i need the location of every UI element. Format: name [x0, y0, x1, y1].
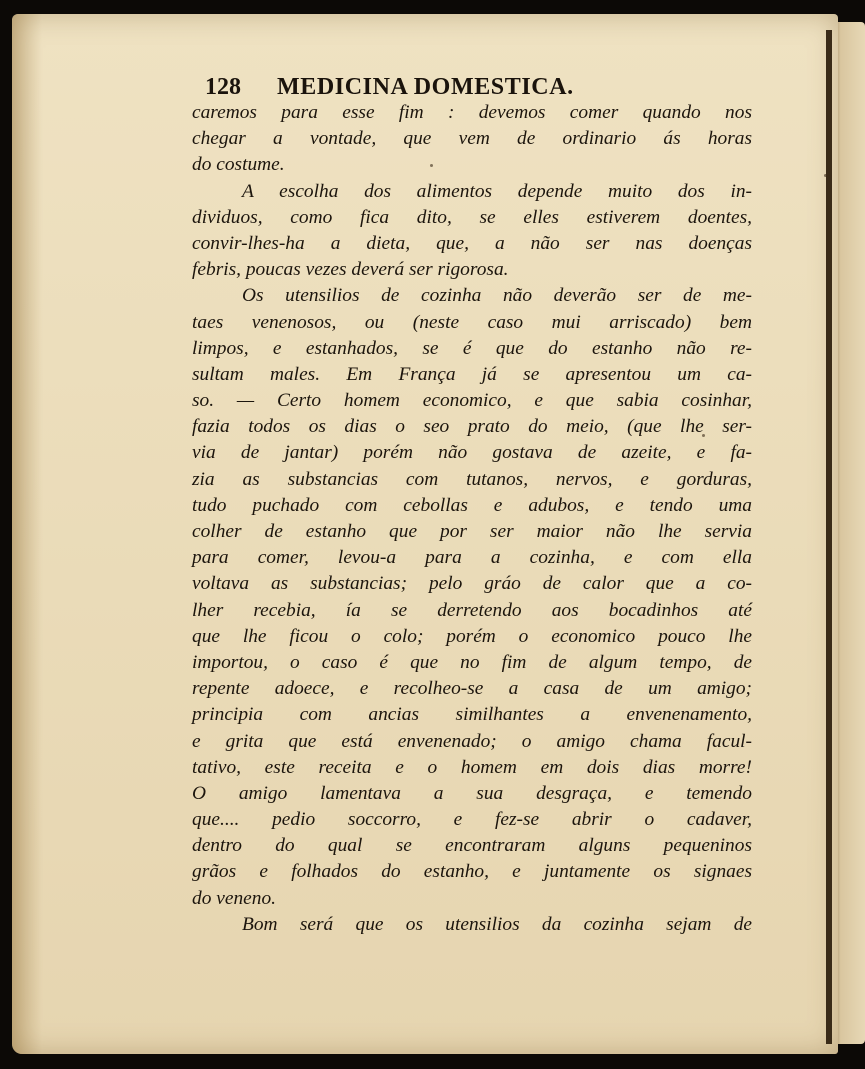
text-line: importou, o caso é que no fim de algum tempo, de — [192, 651, 752, 673]
text-line: para comer, levou-a para a cozinha, e com ella — [192, 547, 752, 569]
text-line: dividuos, como fica dito, se elles estiverem doentes, — [192, 206, 752, 228]
text-line: tudo puchado com cebollas e adubos, e tendo uma — [192, 494, 752, 516]
text-line: que lhe ficou o colo; porém o economico pouco lhe — [192, 625, 752, 647]
text-line: taes venenosos, ou (neste caso mui arriscado) bem — [192, 311, 752, 333]
text-line: via de jantar) porém não gostava de azeite, e fa- — [192, 442, 752, 464]
text-line: principia com ancias similhantes a envenenamento, — [192, 704, 752, 726]
text-line: voltava as substancias; pelo gráo de calor que a co- — [192, 573, 752, 595]
text-line: O amigo lamentava a sua desgraça, e temendo — [192, 782, 752, 804]
text-line: do costume. — [192, 154, 285, 176]
text-line: limpos, e estanhados, se é que do estanho não re- — [192, 337, 752, 359]
text-line: repente adoece, e recolheo-se a casa de um amigo; — [192, 678, 752, 700]
text-line: fazia todos os dias o seo prato do meio, (que lhe ser- — [192, 416, 752, 438]
text-line: tativo, este receita e o homem em dois dias morre! — [192, 756, 752, 778]
text-line: grãos e folhados do estanho, e juntamente os signaes — [192, 861, 752, 883]
text-line: zia as substancias com tutanos, nervos, e gorduras, — [192, 468, 752, 490]
text-line: febris, poucas vezes deverá ser rigorosa. — [192, 259, 509, 281]
running-title: MEDICINA DOMESTICA. — [277, 74, 574, 100]
page-gutter — [826, 30, 832, 1044]
text-line: do veneno. — [192, 887, 276, 909]
text-line: A escolha dos alimentos depende muito dos in- — [242, 180, 752, 202]
text-line: chegar a vontade, que vem de ordinario ás horas — [192, 128, 752, 150]
page-number: 128 — [205, 74, 241, 100]
text-line: lher recebia, ía se derretendo aos bocadinhos até — [192, 599, 752, 621]
text-line: Os utensilios de cozinha não deverão ser de me- — [242, 285, 752, 307]
text-line: sultam males. Em França já se apresentou um ca- — [192, 363, 752, 385]
text-line: convir-lhes-ha a dieta, que, a não ser nas doenças — [192, 232, 752, 254]
text-line: dentro do qual se encontraram alguns pequeninos — [192, 835, 752, 857]
body-text — [192, 100, 752, 938]
text-line: e grita que está envenenado; o amigo chama facul- — [192, 730, 752, 752]
text-line: que.... pedio soccorro, e fez-se abrir o cadaver, — [192, 809, 752, 831]
text-line: caremos para esse fim : devemos comer quando nos — [192, 102, 752, 123]
text-line: colher de estanho que por ser maior não lhe servia — [192, 521, 752, 542]
text-line: so. — Certo homem economico, e que sabia cosinhar, — [192, 390, 752, 412]
text-line: Bom será que os utensilios da cozinha sejam de — [242, 913, 752, 935]
